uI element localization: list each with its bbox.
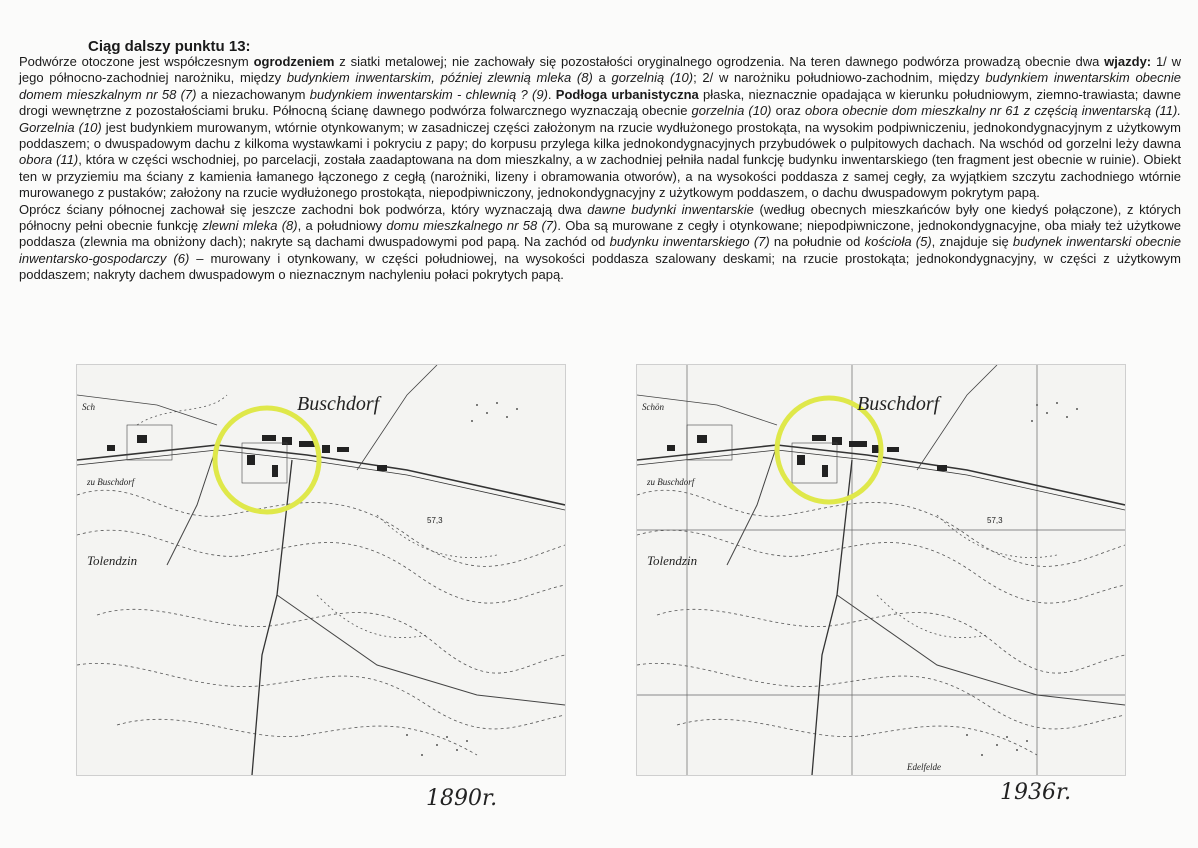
text-run: Oprócz ściany północnej zachował się jeszcze zachodni bok podwórza, który wyznaczają dwa	[19, 201, 588, 217]
text-run: domu mieszkalnego nr 58 (7)	[386, 218, 558, 234]
text-run: kościoła (5)	[864, 234, 932, 250]
text-run: , która w części wschodniej, po parcelacji, została zaadaptowana na dom mieszkalny, a w zachodniej pełniła nadal funkcję budynku inwentarskiego (ten fragment jest obecnie w ruinie). Obiekt ten w przyziemiu ma ściany z kamienia łamanego łączonego z cegłą (narożniki, lizeny i obramowania otworów), a na wysokości poddasza z samej cegły, za wyjątkiem szczytu zachodniego wtórnie murowanego z pustaków; założony na rzucie wydłużonego prostokąta, niepodpiwniczony, jednokondygnacyjny z użytkowym poddaszem, o dachu dwuspadowym pokrytym papą.	[19, 152, 1181, 201]
place-label-main: Buschdorf	[857, 393, 940, 415]
place-label-sw: Tolendzin	[87, 553, 138, 568]
text-run: zlewni mleka (8)	[202, 218, 298, 234]
text-run: (według obecnych mieszkańców były one kiedyś połączone), z których północny pełni obecnie funkcję	[19, 201, 1181, 234]
text-run: dawne budynki inwentarskie	[587, 201, 754, 217]
paragraph-1	[19, 54, 1181, 202]
text-run: na południe od	[769, 234, 865, 250]
text-run: budynkiem inwentarskim - chlewnią ? (9)	[309, 86, 548, 102]
text-run: , a południowy	[297, 218, 387, 234]
place-label-sw: Tolendzin	[647, 553, 698, 568]
text-run: jest budynkiem murowanym, wtórnie otynkowanym; w zasadniczej części założonym na rzucie wydłużonego prostokąta, na wysokim podpiwniczeniu, jednokondygnacyjnym z użytkowym poddaszem; o dwuspadowym dachu z kilkoma wystawkami i pokryciu z papy; do korpusu przylega kilka jednokondygnacyjnych przybudówek o pulpitowych dachach. Na wschód od gorzelni leży dawna	[19, 119, 1182, 152]
map-1890-drawing	[77, 365, 565, 775]
place-label-se: Edelfelde	[907, 762, 941, 772]
elevation-label: 57,3	[427, 516, 443, 525]
text-run: , znajduje się	[931, 234, 1013, 250]
page-heading: Ciąg dalszy punktu 13:	[88, 38, 251, 55]
text-run: budynkiem inwentarskim obecnie domem mieszkalnym nr 58 (7)	[19, 70, 1181, 102]
text-run: ; 2/ w narożniku południowo-zachodnim, między	[693, 70, 986, 86]
place-label-w: zu Buschdorf	[647, 477, 695, 487]
place-label-nw: Sch	[82, 402, 95, 412]
paragraph-2	[19, 202, 1181, 284]
text-run: a	[592, 70, 612, 86]
map-1890	[76, 364, 566, 776]
elevation-label: 57,3	[987, 516, 1003, 525]
caption-1936: 1936r.	[1000, 780, 1072, 805]
map-1936	[636, 364, 1126, 776]
text-run: gorzelnia (10)	[691, 103, 772, 119]
text-run: .	[547, 86, 556, 102]
place-label-w: zu Buschdorf	[87, 477, 135, 487]
text-run: – murowany i otynkowany, w części południowej, na wysokości poddasza szalowany deskami; na rzucie prostokąta; jednokondygnacyjny, w części z użytkowym poddaszem; nakryty dachem dwuspadowym o nieznacznym nachyleniu połaci pokrytych papą.	[19, 250, 1182, 283]
text-run: a niezachowanym	[196, 86, 310, 102]
map-1936-drawing	[637, 365, 1125, 775]
text-run: obora obecnie dom mieszkalny nr 61 z częścią inwentarską (11). Gorzelnia (10)	[19, 103, 1181, 135]
body-text	[19, 54, 1181, 284]
text-run: wjazdy:	[1104, 54, 1152, 69]
text-run: płaska, nieznacznie opadająca w kierunku południowym, ziemno-trawiasta; dawne drogi wewnętrzne z pozostałościami bruku. Północną ścianę dawnego podwórza folwarcznego wyznaczają obecnie	[19, 86, 1181, 119]
text-run: budynku inwentarskiego (7)	[609, 234, 770, 250]
caption-1890: 1890r.	[426, 786, 498, 811]
text-run: obora (11)	[19, 152, 79, 168]
text-run: ogrodzeniem	[253, 54, 335, 69]
text-run: 1/ w jego północno-zachodniej narożniku, między	[19, 54, 1181, 86]
text-run: budynek inwentarski obecnie inwentarsko-gospodarczy (6)	[19, 234, 1182, 266]
text-run: oraz	[771, 103, 805, 119]
place-label-nw: Schön	[642, 402, 664, 412]
text-run: . Oba są murowane z cegły i otynkowane; niepodpiwniczone, jednokondygnacyjne, oba miały też użytkowe poddasza (zlewnia ma obniżony dach); nakryte są dachami dwuspadowymi pod papą. Na zachód od	[19, 218, 1182, 250]
text-run: gorzelnią (10)	[611, 70, 694, 86]
text-run: Podłoga urbanistyczna	[555, 86, 699, 102]
text-run: budynkiem inwentarskim, później zlewnią mleka (8)	[286, 70, 593, 86]
text-run: Podwórze otoczone jest współczesnym	[19, 54, 254, 69]
text-run: z siatki metalowej; nie zachowały się pozostałości oryginalnego ogrodzenia. Na teren dawnego podwórza prowadzą obecnie dwa	[334, 54, 1105, 69]
place-label-main: Buschdorf	[297, 393, 380, 415]
